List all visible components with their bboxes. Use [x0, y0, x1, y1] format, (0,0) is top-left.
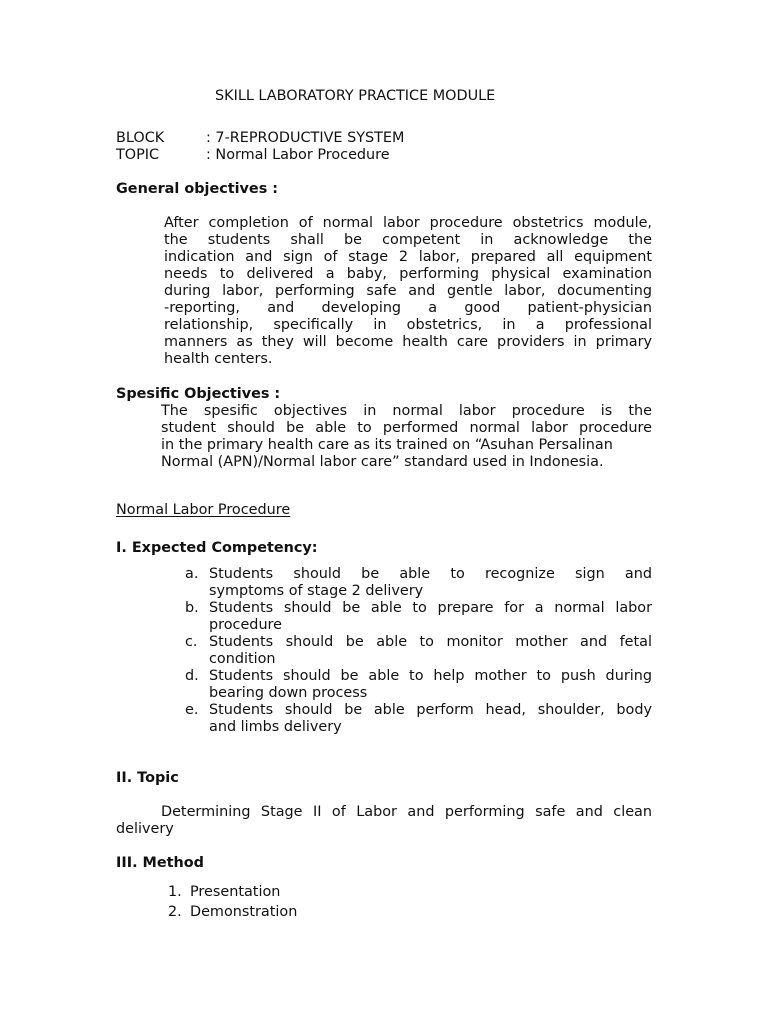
list-marker: a.: [185, 566, 199, 582]
specific-objectives-paragraph: [161, 403, 652, 471]
list-item-line: bearing down process: [209, 685, 368, 701]
paragraph-line: indication and sign of stage 2 labor, prepared all equipment: [164, 249, 652, 265]
paragraph-line: manners as they will become health care providers in primary: [164, 334, 652, 350]
section-title: Normal Labor Procedure: [116, 502, 291, 518]
list-marker: c.: [185, 634, 198, 650]
list-item-line: Students should be able to recognize sign and: [209, 566, 652, 582]
competency-heading: I. Expected Competency:: [116, 540, 318, 556]
topic-heading: II. Topic: [116, 770, 179, 786]
document-title: SKILL LABORATORY PRACTICE MODULE: [215, 88, 496, 104]
paragraph-line: Determining Stage II of Labor and performing safe and clean: [161, 804, 652, 820]
paragraph-line: during labor, performing safe and gentle labor, documenting: [164, 283, 652, 299]
paragraph-line: The spesific objectives in normal labor procedure is the: [161, 403, 652, 419]
method-item: Presentation: [190, 884, 281, 900]
topic-value: : Normal Labor Procedure: [206, 147, 390, 163]
method-item: Demonstration: [190, 904, 298, 920]
list-item-line: Students should be able perform head, shoulder, body: [209, 702, 652, 718]
list-item-line: Students should be able to help mother to push during: [209, 668, 652, 684]
paragraph-line: health centers.: [164, 351, 273, 367]
paragraph-line: the students shall be competent in acknowledge the: [164, 232, 652, 248]
list-marker: b.: [185, 600, 199, 616]
method-marker: 1.: [168, 884, 182, 900]
paragraph-line: Normal (APN)/Normal labor care” standard used in Indonesia.: [161, 454, 604, 470]
list-marker: d.: [185, 668, 199, 684]
method-marker: 2.: [168, 904, 182, 920]
paragraph-line: delivery: [116, 821, 174, 837]
paragraph-line: needs to delivered a baby, performing physical examination: [164, 266, 652, 282]
specific-objectives-heading: Spesific Objectives :: [116, 386, 281, 402]
paragraph-line: student should be able to performed normal labor procedure: [161, 420, 652, 436]
general-objectives-heading: General objectives :: [116, 181, 279, 197]
topic-label: TOPIC: [116, 147, 160, 163]
list-item-line: Students should be able to prepare for a normal labor: [209, 600, 652, 616]
paragraph-line: in the primary health care as its trained on “Asuhan Persalinan: [161, 437, 613, 453]
paragraph-line: -reporting, and developing a good patient-physician: [164, 300, 652, 316]
list-item-line: condition: [209, 651, 276, 667]
general-objectives-paragraph: [164, 215, 652, 368]
paragraph-line: After completion of normal labor procedure obstetrics module,: [164, 215, 652, 231]
list-item-line: and limbs delivery: [209, 719, 342, 735]
topic-paragraph: [116, 804, 652, 838]
block-value: : 7-REPRODUCTIVE SYSTEM: [206, 130, 405, 146]
list-item-line: Students should be able to monitor mother and fetal: [209, 634, 652, 650]
list-item-line: procedure: [209, 617, 283, 633]
method-heading: III. Method: [116, 855, 204, 871]
block-label: BLOCK: [116, 130, 165, 146]
paragraph-line: relationship, specifically in obstetrics, in a professional: [164, 317, 652, 333]
list-item-line: symptoms of stage 2 delivery: [209, 583, 424, 599]
list-marker: e.: [185, 702, 199, 718]
